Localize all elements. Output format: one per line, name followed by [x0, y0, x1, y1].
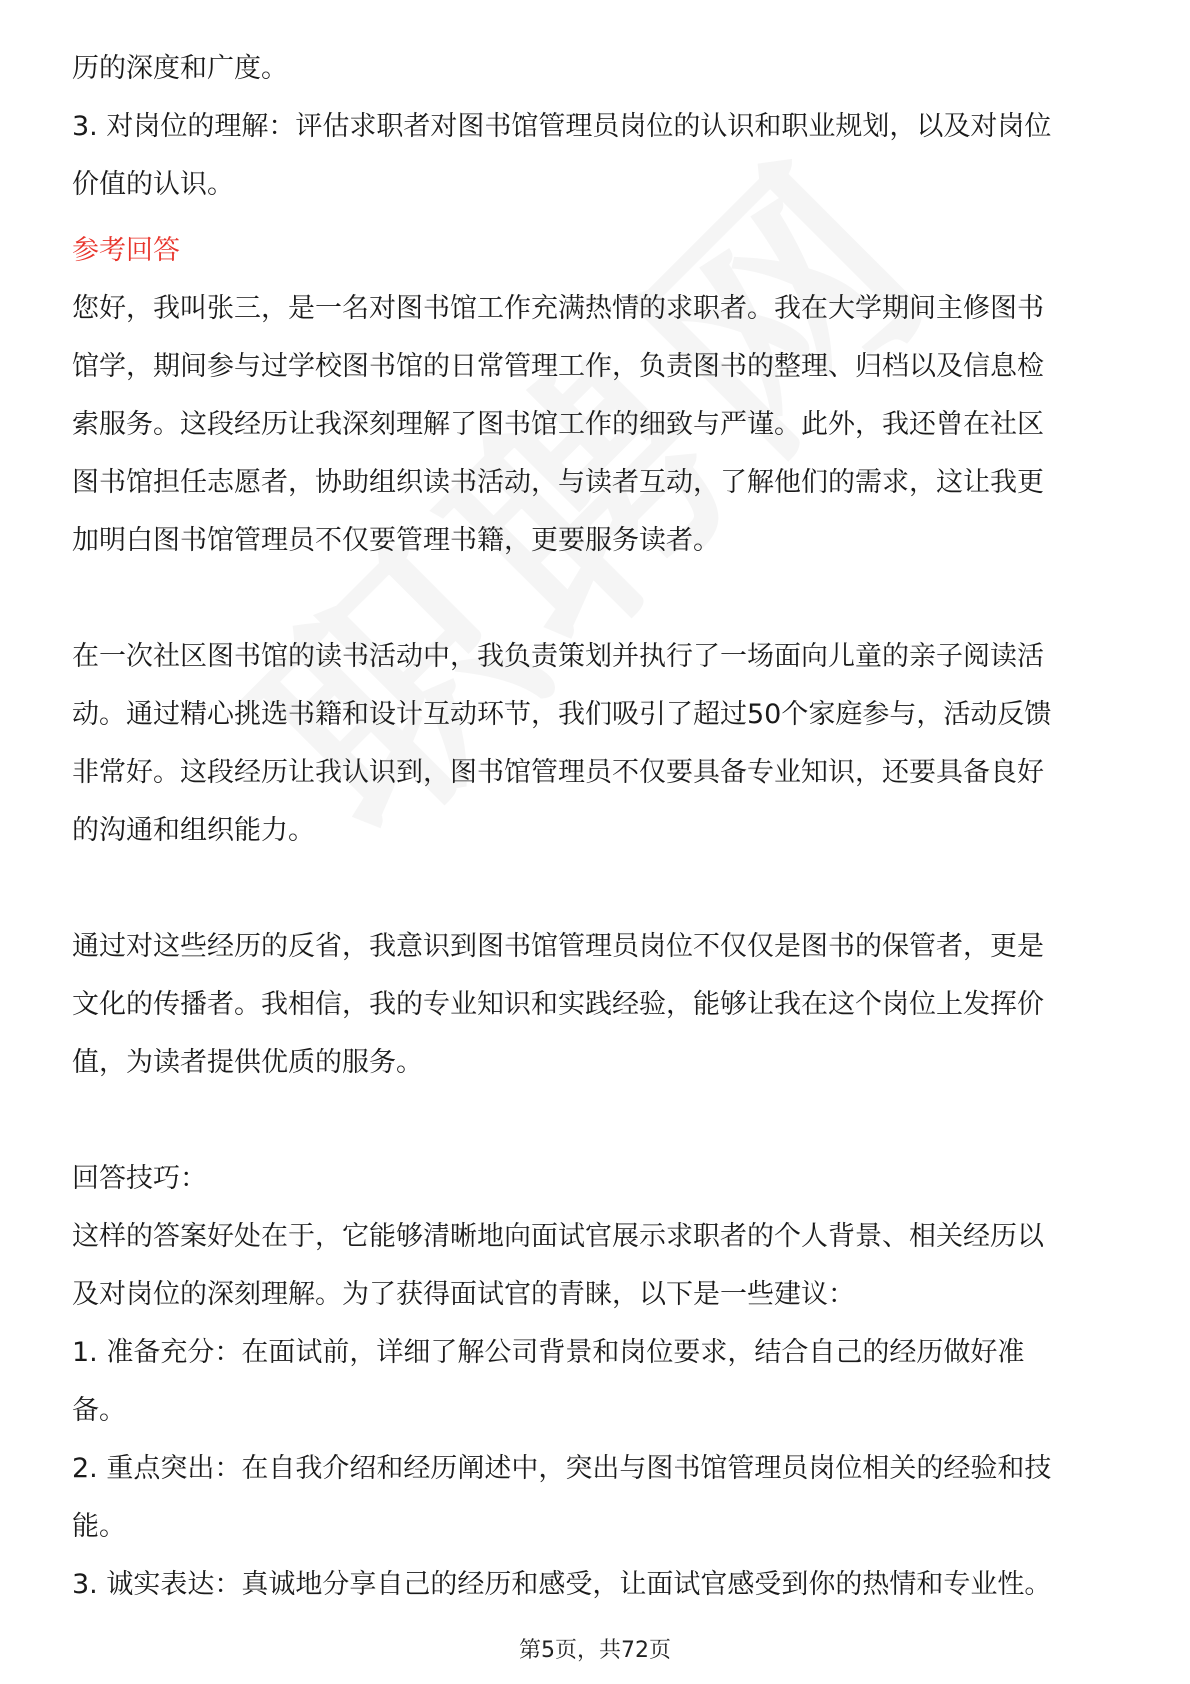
answer-paragraph-2: [72, 628, 1122, 860]
criteria-block: [72, 40, 1122, 214]
text-line: 加明白图书馆管理员不仅要管理书籍，更要服务读者。: [72, 525, 720, 556]
document-body: [72, 40, 1122, 1614]
text-line: 您好，我叫张三，是一名对图书馆工作充满热情的求职者。我在大学期间主修图书: [72, 293, 1044, 324]
text-line: 2. 重点突出：在自我介绍和经历阐述中，突出与图书馆管理员岗位相关的经验和技: [72, 1453, 1052, 1484]
text-line: 3. 诚实表达：真诚地分享自己的经历和感受，让面试官感受到你的热情和专业性。: [72, 1569, 1052, 1600]
text-line: 历的深度和广度。: [72, 53, 288, 84]
text-line: 在一次社区图书馆的读书活动中，我负责策划并执行了一场面向儿童的亲子阅读活: [72, 641, 1044, 672]
page-number: 第5页，共72页: [519, 1638, 671, 1663]
answer-paragraph-1: [72, 280, 1122, 570]
text-line: 索服务。这段经历让我深刻理解了图书馆工作的细致与严谨。此外，我还曾在社区: [72, 409, 1044, 440]
answer-paragraph-3: [72, 918, 1122, 1092]
text-line: 1. 准备充分：在面试前，详细了解公司背景和岗位要求，结合自己的经历做好准: [72, 1337, 1025, 1368]
text-line: 这样的答案好处在于，它能够清晰地向面试官展示求职者的个人背景、相关经历以: [72, 1221, 1044, 1252]
answer-tips: [72, 1150, 1122, 1614]
text-line: 值，为读者提供优质的服务。: [72, 1047, 423, 1078]
text-line: 备。: [72, 1395, 126, 1426]
text-line: 3. 对岗位的理解：评估求职者对图书馆管理员岗位的认识和职业规划，以及对岗位: [72, 111, 1052, 142]
text-line: 价值的认识。: [72, 169, 234, 200]
reference-answer-heading: 参考回答: [72, 235, 180, 266]
text-line: 及对岗位的深刻理解。为了获得面试官的青睐，以下是一些建议：: [72, 1279, 855, 1310]
text-line: 非常好。这段经历让我认识到，图书馆管理员不仅要具备专业知识，还要具备良好: [72, 757, 1044, 788]
text-line: 图书馆担任志愿者，协助组织读书活动，与读者互动，了解他们的需求，这让我更: [72, 467, 1044, 498]
text-line: 的沟通和组织能力。: [72, 815, 315, 846]
text-line: 动。通过精心挑选书籍和设计互动环节，我们吸引了超过50个家庭参与，活动反馈: [72, 699, 1052, 730]
text-line: 能。: [72, 1511, 126, 1542]
tips-heading: 回答技巧：: [72, 1163, 207, 1194]
text-line: 通过对这些经历的反省，我意识到图书馆管理员岗位不仅仅是图书的保管者，更是: [72, 931, 1044, 962]
text-line: 文化的传播者。我相信，我的专业知识和实践经验，能够让我在这个岗位上发挥价: [72, 989, 1044, 1020]
text-line: 馆学，期间参与过学校图书馆的日常管理工作，负责图书的整理、归档以及信息检: [72, 351, 1044, 382]
